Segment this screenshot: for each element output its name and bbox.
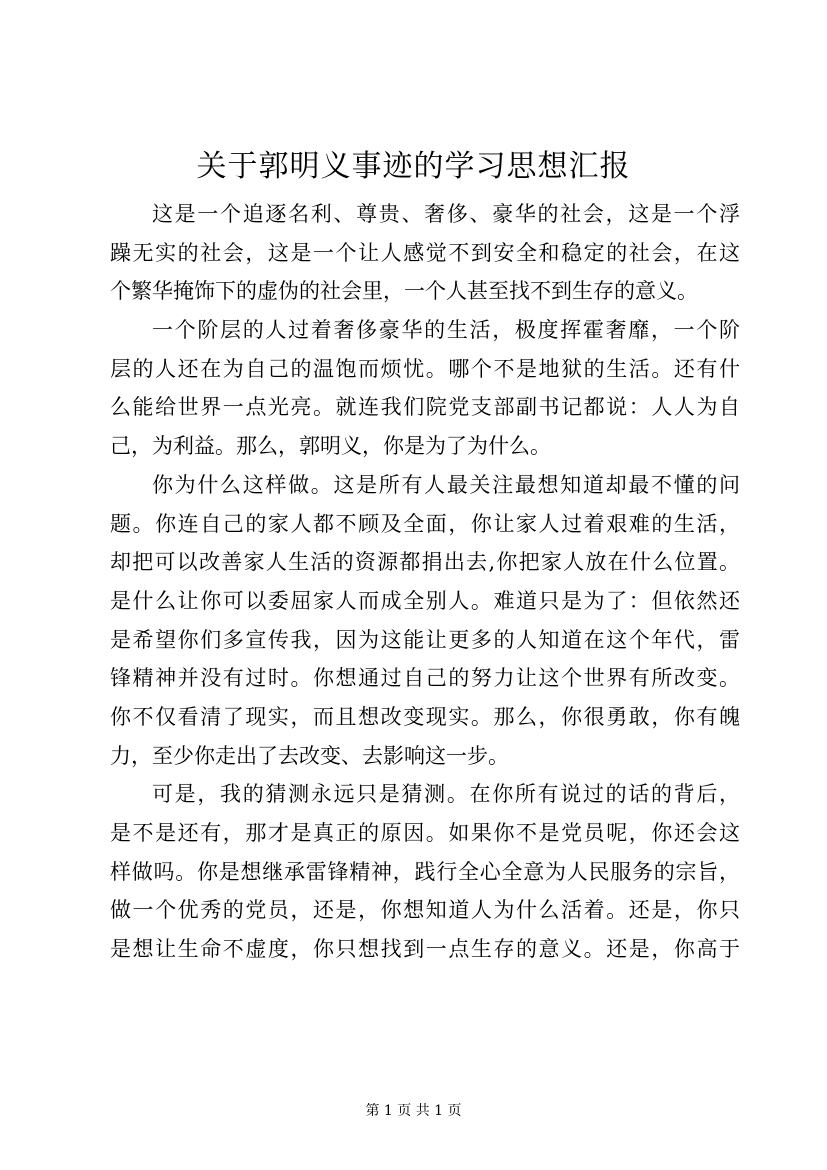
text-line: 做一个优秀的党员，还是，你想知道人为什么活着。还是，你只	[110, 898, 740, 923]
text-line: 力，至少你走出了去改变、去影响这一步。	[110, 743, 509, 768]
text-line: 是想让生命不虚度，你只想找到一点生存的意义。还是，你高于	[110, 937, 740, 962]
text-line: 可是，我的猜测永远只是猜测。在你所有说过的话的背后，	[152, 782, 740, 807]
text-line: 己，为利益。那么，郭明义，你是为了为什么。	[110, 434, 551, 459]
text-line: 你为什么这样做。这是所有人最关注最想知道却最不懂的问	[152, 472, 740, 497]
text-line: 个繁华掩饰下的虚伪的社会里，一个人甚至找不到生存的意义。	[110, 279, 698, 304]
text-line: 这是一个追逐名利、尊贵、奢侈、豪华的社会，这是一个浮	[152, 202, 740, 226]
text-line: 躁无实的社会，这是一个让人感觉不到安全和稳定的社会，在这	[110, 240, 740, 265]
text-line: 样做吗。你是想继承雷锋精神，践行全心全意为人民服务的宗旨，	[110, 859, 740, 884]
text-line: 一个阶层的人过着奢侈豪华的生活，极度挥霍奢靡，一个阶	[152, 318, 740, 343]
text-line: 是希望你们多宣传我，因为这能让更多的人知道在这个年代，雷	[110, 627, 740, 652]
text-line: 锋精神并没有过时。你想通过自己的努力让这个世界有所改变。	[110, 666, 740, 691]
document-title: 关于郭明义事迹的学习思想汇报	[196, 149, 631, 184]
text-line: 却把可以改善家人生活的资源都捐出去,你把家人放在什么位置。	[110, 550, 740, 575]
text-line: 题。你连自己的家人都不顾及全面，你让家人过着艰难的生活，	[110, 511, 740, 536]
text-line: 是不是还有，那才是真正的原因。如果你不是党员呢，你还会这	[110, 821, 740, 845]
page-footer: 第 1 页 共 1 页	[365, 1103, 462, 1119]
text-line: 层的人还在为自己的温饱而烦忧。哪个不是地狱的生活。还有什	[110, 356, 740, 381]
document-body	[110, 195, 740, 969]
text-line: 你不仅看清了现实，而且想改变现实。那么，你很勇敢，你有魄	[110, 704, 740, 729]
text-line: 么能给世界一点光亮。就连我们院党支部副书记都说：人人为自	[110, 395, 740, 420]
text-line: 是什么让你可以委屈家人而成全别人。难道只是为了：但依然还	[110, 588, 740, 613]
